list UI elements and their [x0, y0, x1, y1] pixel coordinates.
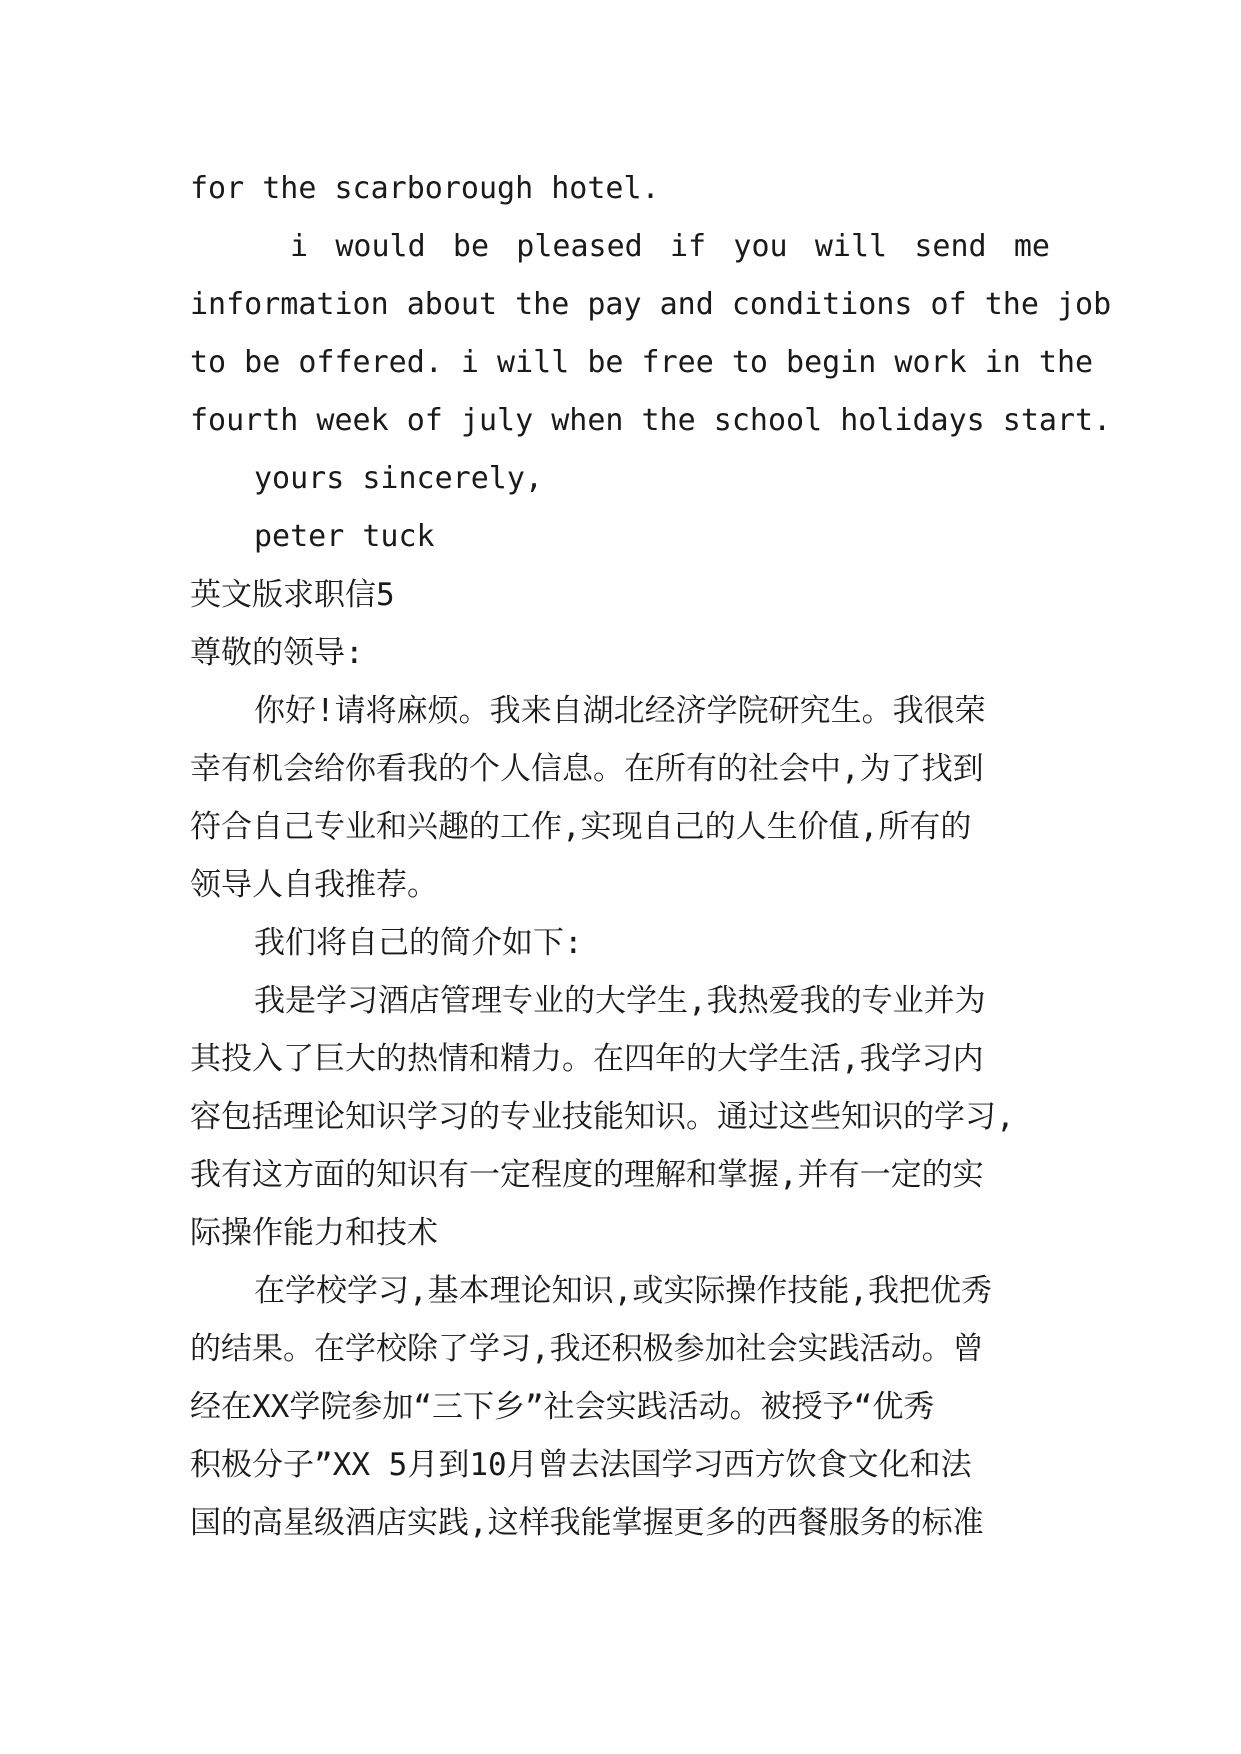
signature: peter tuck [254, 519, 435, 554]
text-line: to be offered. i will be free to begin work in the [190, 345, 1094, 380]
word: send [914, 229, 987, 264]
text-line: fourth week of july when the school holidays start. [190, 403, 1112, 438]
text-line: 符合自己专业和兴趣的工作,实现自己的人生价值,所有的 [190, 809, 972, 845]
text-line: for the scarborough hotel. [190, 171, 660, 206]
word: i [290, 229, 309, 264]
text-line: 领导人自我推荐。 [190, 867, 438, 903]
text-line: 我有这方面的知识有一定程度的理解和掌握,并有一定的实 [190, 1157, 984, 1193]
text-line: 在学校学习,基本理论知识,或实际操作技能,我把优秀 [254, 1273, 992, 1309]
document-page [190, 160, 1112, 1552]
text-line: 其投入了巨大的热情和精力。在四年的大学生活,我学习内 [190, 1041, 984, 1077]
text-line: 你好!请将麻烦。我来自湖北经济学院研究生。我很荣 [254, 693, 986, 729]
word: if [670, 229, 707, 264]
text-line: 我是学习酒店管理专业的大学生,我热爱我的专业并为 [254, 983, 986, 1019]
word: would [335, 229, 426, 264]
word: pleased [516, 229, 643, 264]
text-line: 积极分子”XX 5月到10月曾去法国学习西方饮食文化和法 [190, 1447, 972, 1483]
text-line: 国的高星级酒店实践,这样我能掌握更多的西餐服务的标准 [190, 1505, 984, 1541]
text-line: information about the pay and conditions of the job [190, 287, 1112, 322]
text-line [190, 218, 1050, 276]
section-heading: 英文版求职信5 [190, 577, 395, 613]
word: you [733, 229, 788, 264]
salutation: 尊敬的领导: [190, 635, 364, 671]
text-line: 幸有机会给你看我的个人信息。在所有的社会中,为了找到 [190, 751, 984, 787]
text-line: 我们将自己的简介如下: [254, 925, 583, 961]
word: me [1013, 229, 1050, 264]
text-line: 经在XX学院参加“三下乡”社会实践活动。被授予“优秀 [190, 1389, 935, 1425]
word: be [452, 229, 490, 264]
text-line: 的结果。在学校除了学习,我还积极参加社会实践活动。曾 [190, 1331, 984, 1367]
text-line: 际操作能力和技术 [190, 1215, 438, 1251]
word: will [814, 229, 888, 264]
text-line: 容包括理论知识学习的专业技能知识。通过这些知识的学习, [190, 1099, 1015, 1135]
closing: yours sincerely, [254, 461, 543, 496]
